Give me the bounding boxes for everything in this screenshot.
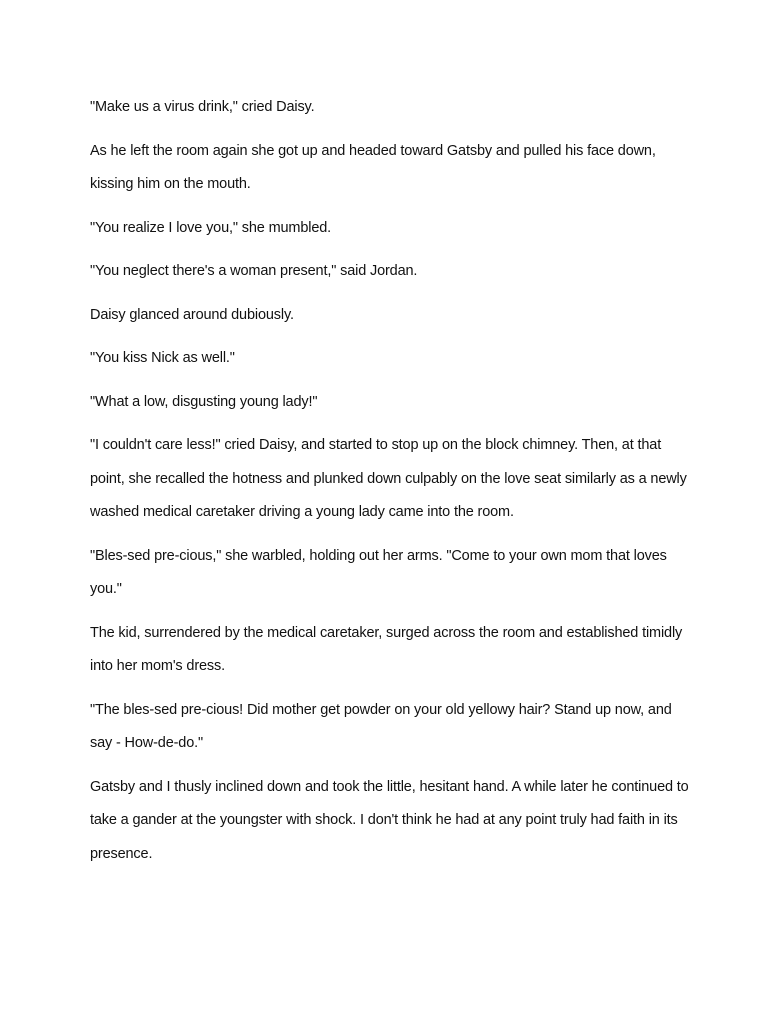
paragraph: "The bles-sed pre-cious! Did mother get powder on your old yellowy hair? Stand up now, and say - How-de-do." (90, 701, 672, 751)
paragraph: "Bles-sed pre-cious," she warbled, holding out her arms. "Come to your own mom that loves you." (90, 547, 667, 597)
paragraph: "What a low, disgusting young lady!" (90, 393, 318, 410)
paragraph: "I couldn't care less!" cried Daisy, and started to stop up on the block chimney. Then, at that point, she recalled the hotness and plunked down culpably on the love seat similarly as a newly washed medical caretaker driving a young lady came into the room. (90, 437, 687, 520)
paragraph: "You realize I love you," she mumbled. (90, 219, 332, 236)
paragraph: As he left the room again she got up and headed toward Gatsby and pulled his face down, kissing him on the mouth. (90, 142, 656, 192)
paragraph: The kid, surrendered by the medical caretaker, surged across the room and established timidly into her mom's dress. (90, 624, 683, 674)
paragraph: Gatsby and I thusly inclined down and took the little, hesitant hand. A while later he continued to take a gander at the youngster with shock. I don't think he had at any point truly had faith in its presence. (90, 778, 689, 862)
paragraph: "You kiss Nick as well." (90, 350, 235, 366)
paragraph: "You neglect there's a woman present," said Jordan. (90, 263, 418, 279)
document-body (90, 91, 690, 881)
paragraph: "Make us a virus drink," cried Daisy. (90, 99, 315, 115)
paragraph: Daisy glanced around dubiously. (90, 306, 294, 323)
